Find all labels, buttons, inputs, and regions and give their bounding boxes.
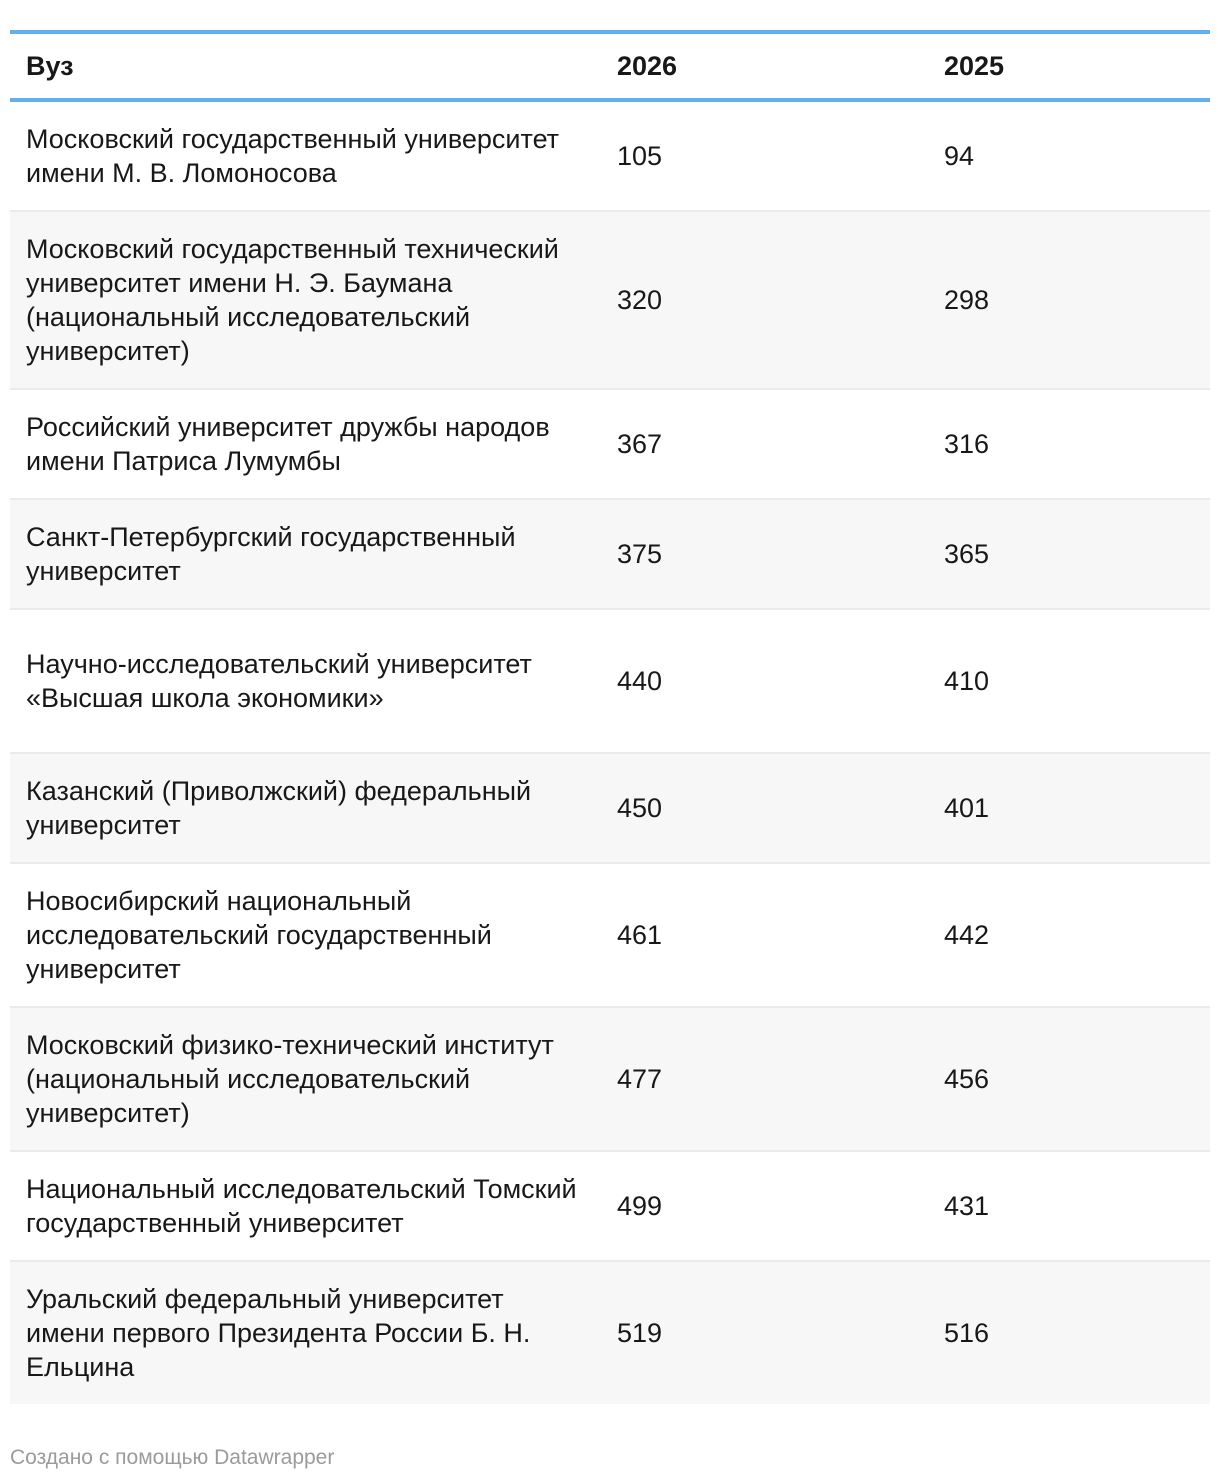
table-row — [10, 1151, 1210, 1261]
table-row — [10, 1261, 1210, 1404]
university-name: Национальный исследовательский Томский государственный университет — [10, 1151, 601, 1261]
ranking-table-container — [10, 30, 1210, 1404]
rank-2026: 519 — [617, 1318, 663, 1348]
university-name: Казанский (Приволжский) федеральный университет — [10, 753, 601, 863]
table-row — [10, 1007, 1210, 1151]
university-name: Санкт-Петербургский государственный университет — [10, 499, 601, 609]
rank-2026: 440 — [601, 609, 928, 753]
rank-2025: 94 — [928, 100, 1210, 211]
column-header-university[interactable]: Вуз — [26, 50, 74, 81]
rank-2025: 410 — [928, 609, 1210, 753]
rank-2026: 450 — [601, 753, 928, 863]
rank-2025: 401 — [928, 753, 1210, 863]
rank-2026: 477 — [601, 1007, 928, 1151]
rank-2026: 499 — [601, 1151, 928, 1261]
rank-2025: 431 — [928, 1151, 1210, 1261]
rank-2026: 105 — [601, 100, 928, 211]
university-name: Российский университет дружбы народов имени Патриса Лумумбы — [10, 389, 601, 499]
table-row — [10, 499, 1210, 609]
rank-2026: 461 — [601, 863, 928, 1007]
university-name: Московский государственный технический университет имени Н. Э. Баумана (национальный исследовательский университет) — [10, 211, 601, 389]
table-row — [10, 211, 1210, 389]
table-header-row — [10, 32, 1210, 100]
rank-2025: 298 — [928, 211, 1210, 389]
column-header-2026[interactable]: 2026 — [617, 50, 678, 81]
rank-2025: 442 — [928, 863, 1210, 1007]
table-row — [10, 863, 1210, 1007]
university-name: Научно-исследовательский университет «Высшая школа экономики» — [10, 609, 601, 753]
rank-2026: 375 — [601, 499, 928, 609]
table-row — [10, 609, 1210, 753]
university-name: Московский государственный университет имени М. В. Ломоносова — [10, 100, 601, 211]
ranking-table — [10, 30, 1210, 1404]
column-header-2025[interactable]: 2025 — [944, 50, 1005, 81]
rank-2025: 456 — [928, 1007, 1210, 1151]
university-name: Московский физико-технический институт (национальный исследовательский университет) — [10, 1007, 601, 1151]
datawrapper-credit[interactable]: Создано с помощью Datawrapper — [10, 1446, 335, 1469]
university-name: Уральский федеральный университет имени первого Президента России Б. Н. Ельцина — [26, 1284, 531, 1382]
rank-2026: 320 — [601, 211, 928, 389]
table-row — [10, 100, 1210, 211]
table-row — [10, 389, 1210, 499]
university-name: Новосибирский национальный исследовательский государственный университет — [10, 863, 601, 1007]
rank-2025: 516 — [944, 1318, 990, 1348]
rank-2025: 316 — [928, 389, 1210, 499]
table-row — [10, 753, 1210, 863]
rank-2025: 365 — [928, 499, 1210, 609]
rank-2026: 367 — [601, 389, 928, 499]
